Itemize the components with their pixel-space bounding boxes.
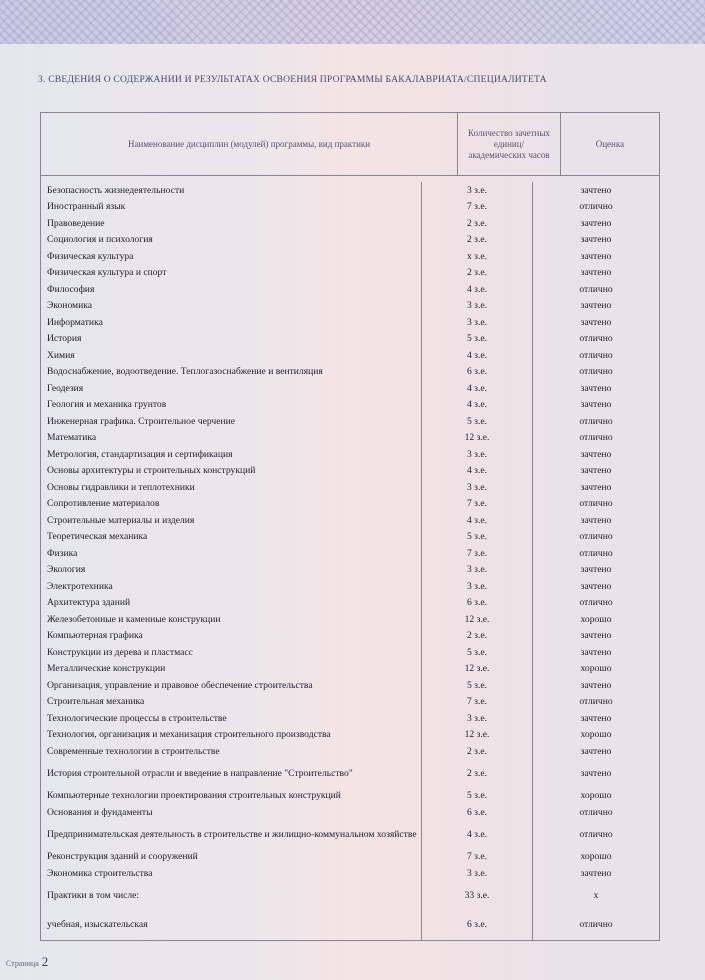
table-row (41, 595, 659, 612)
credits-value: 2 з.е. (421, 760, 533, 788)
discipline-name: Математика (47, 432, 97, 444)
discipline-name: Информатика (47, 316, 103, 328)
grade-value: отлично (579, 201, 613, 213)
table-row (41, 562, 659, 579)
security-pattern-band (0, 0, 705, 44)
table-row (41, 182, 659, 199)
credits-value: 4 з.е. (421, 463, 533, 480)
table-row (41, 479, 659, 496)
table-row (41, 529, 659, 546)
discipline-name: Социология и психология (47, 234, 153, 246)
credits-value: 5 з.е. (421, 788, 533, 805)
discipline-name: Геология и механика грунтов (47, 399, 167, 411)
credits-value: 3 з.е. (421, 298, 533, 315)
credits-value: 4 з.е. (421, 512, 533, 529)
credits-value: 7 з.е. (421, 545, 533, 562)
discipline-name: Водоснабжение, водоотведение. Теплогазоснабжение и вентиляция (47, 366, 323, 378)
grade-value: зачтено (580, 745, 612, 757)
header-discipline-name: Наименование дисциплин (модулей) программы, вид практики (128, 138, 371, 149)
table-row (41, 865, 659, 882)
grade-value: зачтено (580, 867, 612, 879)
discipline-name: Безопасность жизнедеятельности (47, 184, 185, 196)
table-row (41, 430, 659, 447)
grade-value: отлично (579, 829, 613, 840)
discipline-name: Философия (47, 283, 95, 295)
credits-value: 12 з.е. (421, 727, 533, 744)
grade-value: зачтено (580, 250, 612, 262)
discipline-name: Геодезия (47, 382, 84, 394)
discipline-name: Основы гидравлики и теплотехники (47, 481, 195, 493)
table-row (41, 804, 659, 821)
grade-value: х (593, 890, 599, 901)
grade-value: зачтено (580, 564, 612, 576)
grade-value: отлично (579, 531, 613, 543)
table-row (41, 710, 659, 727)
grade-value: зачтено (580, 267, 612, 279)
page-footer (6, 954, 48, 970)
table-row (41, 199, 659, 216)
table-row (41, 910, 659, 940)
table-row (41, 849, 659, 866)
credits-value: 12 з.е. (421, 611, 533, 628)
discipline-name: Теоретическая механика (47, 531, 148, 543)
credits-value: 2 з.е. (421, 265, 533, 282)
discipline-name: Архитектура зданий (47, 597, 131, 609)
discipline-name: Экономика (47, 300, 93, 312)
grade-value: отлично (579, 349, 613, 361)
credits-value: 3 з.е. (421, 710, 533, 727)
discipline-name: Основания и фундаменты (47, 806, 153, 818)
credits-value: х з.е. (421, 248, 533, 265)
table-row (41, 413, 659, 430)
table-row (41, 215, 659, 232)
credits-value: 7 з.е. (421, 694, 533, 711)
grade-value: хорошо (580, 613, 612, 625)
credits-value: 3 з.е. (421, 865, 533, 882)
grade-value: отлично (579, 366, 613, 378)
discipline-name: Конструкции из дерева и пластмасс (47, 646, 193, 658)
table-row (41, 743, 659, 760)
discipline-name: Основы архитектуры и строительных конструкций (47, 465, 256, 477)
section-heading: 3. СВЕДЕНИЯ О СОДЕРЖАНИИ И РЕЗУЛЬТАТАХ ОСВОЕНИЯ ПРОГРАММЫ БАКАЛАВРИАТА/СПЕЦИАЛИТЕТА (38, 74, 547, 85)
credits-value: 4 з.е. (421, 347, 533, 364)
credits-value: 3 з.е. (421, 479, 533, 496)
table-row (41, 248, 659, 265)
header-grade: Оценка (595, 138, 625, 149)
discipline-name: Физика (47, 547, 78, 559)
table-row (41, 611, 659, 628)
discipline-name: Организация, управление и правовое обеспечение строительства (47, 679, 313, 691)
discipline-name: Химия (47, 349, 75, 361)
discipline-name: Технологические процессы в строительстве (47, 712, 227, 724)
discipline-name: Экономика строительства (47, 867, 153, 879)
discipline-name: Сопротивление материалов (47, 498, 160, 510)
grade-value: отлично (579, 498, 613, 510)
credits-value: 2 з.е. (421, 232, 533, 249)
discipline-name: учебная, изыскательская (47, 919, 148, 930)
discipline-name: Строительная механика (47, 696, 145, 708)
discipline-name: Современные технологии в строительстве (47, 745, 220, 757)
credits-value: 3 з.е. (421, 182, 533, 199)
credits-value: 33 з.е. (421, 882, 533, 910)
table-row (41, 677, 659, 694)
table-header (41, 113, 659, 176)
discipline-name: Строительные материалы и изделия (47, 514, 195, 526)
credits-value: 7 з.е. (421, 199, 533, 216)
discipline-name: Метрология, стандартизация и сертификация (47, 448, 233, 460)
grade-value: зачтено (580, 630, 612, 642)
table-row (41, 628, 659, 645)
discipline-name: Физическая культура (47, 250, 134, 262)
grade-value: зачтено (580, 646, 612, 658)
discipline-name: Железобетонные и каменные конструкции (47, 613, 221, 625)
table-row (41, 496, 659, 513)
table-row (41, 512, 659, 529)
page-label: Страница (6, 959, 39, 968)
grade-value: зачтено (580, 768, 612, 779)
table-row (41, 727, 659, 744)
grade-value: хорошо (580, 790, 612, 802)
table-row (41, 364, 659, 381)
page-number: 2 (41, 954, 49, 969)
grade-value: зачтено (580, 580, 612, 592)
credits-value: 3 з.е. (421, 562, 533, 579)
grade-value: зачтено (580, 448, 612, 460)
grade-value: зачтено (580, 316, 612, 328)
discipline-name: Экология (47, 564, 86, 576)
discipline-name: Иностранный язык (47, 201, 126, 213)
credits-value: 7 з.е. (421, 496, 533, 513)
table-row (41, 265, 659, 282)
grade-value: зачтено (580, 514, 612, 526)
credits-value: 4 з.е. (421, 397, 533, 414)
credits-value: 4 з.е. (421, 380, 533, 397)
table-row (41, 760, 659, 788)
credits-value: 7 з.е. (421, 849, 533, 866)
discipline-name: Компьютерная графика (47, 630, 143, 642)
credits-value: 12 з.е. (421, 661, 533, 678)
table-row (41, 821, 659, 849)
credits-value: 3 з.е. (421, 446, 533, 463)
discipline-name: Физическая культура и спорт (47, 267, 167, 279)
table-body (41, 176, 659, 940)
grades-table (40, 112, 660, 941)
grade-value: хорошо (580, 851, 612, 863)
credits-value: 5 з.е. (421, 413, 533, 430)
table-row (41, 347, 659, 364)
credits-value: 5 з.е. (421, 644, 533, 661)
grade-value: отлично (579, 283, 613, 295)
table-row (41, 281, 659, 298)
grade-value: хорошо (580, 663, 612, 675)
grade-value: зачтено (580, 481, 612, 493)
discipline-name: Реконструкция зданий и сооружений (47, 851, 198, 863)
grade-value: отлично (579, 333, 613, 345)
credits-value: 2 з.е. (421, 628, 533, 645)
discipline-name: Технология, организация и механизация строительного производства (47, 729, 331, 741)
grade-value: зачтено (580, 712, 612, 724)
credits-value: 3 з.е. (421, 578, 533, 595)
grade-value: отлично (579, 547, 613, 559)
credits-value: 3 з.е. (421, 314, 533, 331)
credits-value: 5 з.е. (421, 331, 533, 348)
credits-value: 2 з.е. (421, 215, 533, 232)
discipline-name: Практики в том числе: (47, 889, 140, 901)
grade-value: отлично (579, 415, 613, 427)
header-credits: Количество зачетных единиц/ академических часов (457, 113, 561, 175)
discipline-name: Инженерная графика. Строительное черчение (47, 415, 236, 427)
credits-value: 4 з.е. (421, 281, 533, 298)
grade-value: хорошо (580, 729, 612, 741)
table-row (41, 644, 659, 661)
credits-value: 6 з.е. (421, 595, 533, 612)
discipline-name: История строительной отрасли и введение в направление "Строительство" (47, 767, 353, 779)
discipline-name: Металлические конструкции (47, 663, 166, 675)
table-row (41, 397, 659, 414)
table-row (41, 661, 659, 678)
discipline-name: История (47, 333, 82, 345)
credits-value: 6 з.е. (421, 364, 533, 381)
discipline-name: Правоведение (47, 217, 105, 229)
grade-value: отлично (579, 597, 613, 609)
credits-value: 5 з.е. (421, 529, 533, 546)
table-row (41, 446, 659, 463)
grade-value: зачтено (580, 465, 612, 477)
table-row (41, 545, 659, 562)
table-row (41, 882, 659, 910)
credits-value: 6 з.е. (421, 910, 533, 940)
grade-value: зачтено (580, 234, 612, 246)
grade-value: зачтено (580, 217, 612, 229)
discipline-name: Компьютерные технологии проектирования строительных конструкций (47, 790, 341, 802)
table-row (41, 298, 659, 315)
grade-value: зачтено (580, 300, 612, 312)
credits-value: 2 з.е. (421, 743, 533, 760)
discipline-name: Предпринимательская деятельность в строительстве и жилищно-коммунальном хозяйстве (47, 828, 417, 840)
grade-value: зачтено (580, 382, 612, 394)
grade-value: отлично (579, 696, 613, 708)
credits-value: 6 з.е. (421, 804, 533, 821)
credits-value: 12 з.е. (421, 430, 533, 447)
table-row (41, 463, 659, 480)
table-row (41, 232, 659, 249)
grade-value: зачтено (580, 184, 612, 196)
grade-value: отлично (579, 806, 613, 818)
grade-value: отлично (579, 432, 613, 444)
discipline-name: Электротехника (47, 580, 113, 592)
credits-value: 4 з.е. (421, 821, 533, 849)
grade-value: зачтено (580, 399, 612, 411)
table-row (41, 788, 659, 805)
grade-value: зачтено (580, 679, 612, 691)
credits-value: 5 з.е. (421, 677, 533, 694)
grade-value: отлично (579, 919, 613, 930)
table-row (41, 331, 659, 348)
table-row (41, 694, 659, 711)
table-row (41, 380, 659, 397)
table-row (41, 578, 659, 595)
table-row (41, 314, 659, 331)
